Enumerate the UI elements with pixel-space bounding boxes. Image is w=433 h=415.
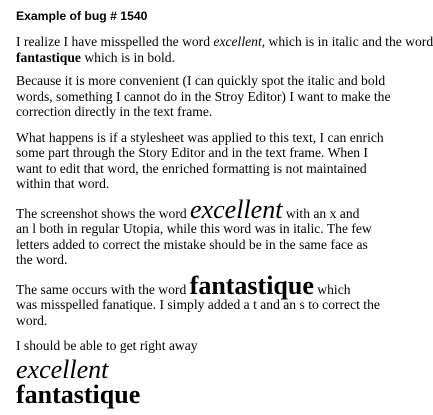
paragraph-3-line-3: want to edit that word, the enriched formatting is not maintained bbox=[16, 160, 367, 176]
paragraph-3-line-4: within that word. bbox=[16, 176, 110, 191]
paragraph-2-line-2: words, something I cannot do in the Stroy Editor) I want to make the bbox=[16, 88, 391, 104]
paragraph-1-text-a: I realize I have misspelled the word bbox=[16, 34, 214, 49]
paragraph-5-line-2: was misspelled fanatique. I simply added a t and an s to correct the bbox=[16, 297, 380, 312]
paragraph-5-text-b: which bbox=[313, 281, 351, 297]
paragraph-4-text-a: The screenshot shows the word bbox=[16, 205, 191, 221]
large-bold-fantastique: fantastique bbox=[189, 270, 314, 300]
demo-italic-excellent: excellent bbox=[16, 354, 109, 384]
paragraph-2-line-3: correction directly in the text frame. bbox=[16, 104, 213, 119]
paragraph-2-line-1: Because it is more convenient (I can quickly spot the italic and bold bbox=[16, 73, 386, 88]
paragraph-4-line-3: letters added to correct the mistake should be in the same face as bbox=[16, 236, 368, 252]
paragraph-5-line-3: word. bbox=[16, 312, 48, 328]
page-title: Example of bug # 1540 bbox=[16, 9, 148, 23]
paragraph-2 bbox=[16, 73, 404, 120]
paragraph-5-text-a: The same occurs with the word bbox=[16, 281, 190, 297]
demo-bold-fantastique: fantastique bbox=[16, 379, 141, 409]
paragraph-1-text-b: , which is in italic and the word bbox=[261, 34, 433, 49]
bold-word-fantastique: fantastique bbox=[16, 49, 81, 65]
paragraph-4-line-4: the word. bbox=[16, 252, 68, 267]
paragraph-5 bbox=[16, 270, 404, 329]
italic-word-excellent: excellent bbox=[213, 34, 262, 49]
paragraph-3-line-1: What happens is if a stylesheet was applied to this text, I can enrich bbox=[16, 129, 384, 145]
paragraph-4-text-b: with an x and bbox=[282, 205, 360, 221]
document-page bbox=[16, 9, 433, 409]
paragraph-3-line-2: some part through the Story Editor and in the text frame. When I bbox=[16, 145, 368, 160]
paragraph-4 bbox=[16, 194, 404, 268]
paragraph-3 bbox=[16, 130, 404, 192]
large-italic-excellent: excellent bbox=[190, 194, 283, 224]
paragraph-6: I should be able to get right away bbox=[16, 338, 198, 353]
paragraph-4-line-2: an l both in regular Utopia, while this word was in italic. The few bbox=[16, 221, 372, 236]
paragraph-1 bbox=[16, 34, 433, 65]
paragraph-1-text-c: which is in bold. bbox=[80, 49, 175, 65]
